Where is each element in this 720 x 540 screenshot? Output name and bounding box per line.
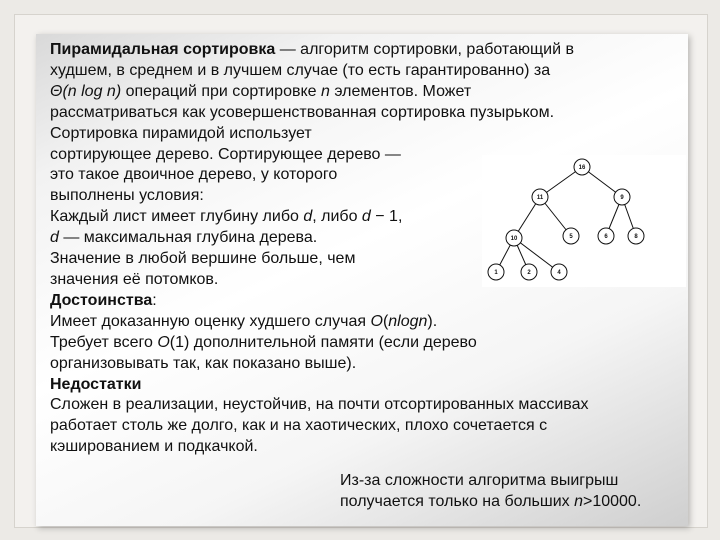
conclusion-block xyxy=(340,470,641,512)
complexity-formula: Θ(n log n) xyxy=(50,82,122,100)
pros-line2 xyxy=(50,333,680,354)
tree-text-line2: сортирующее дерево. Сортирующее дерево — xyxy=(50,145,401,163)
definition-text: элементов. Может xyxy=(329,82,472,100)
paragraph-definition-line3 xyxy=(50,82,680,103)
condition-text: , либо xyxy=(312,208,362,226)
tree-node-label: 9 xyxy=(620,195,624,201)
pros-heading-line xyxy=(50,291,680,312)
conclusion-text: >10000. xyxy=(582,493,642,510)
paragraph-definition-line1 xyxy=(50,40,680,61)
condition-text: — максимальная глубина дерева. xyxy=(58,229,318,247)
term-heapsort: Пирамидальная сортировка xyxy=(50,41,276,58)
pros-text: ( xyxy=(382,312,389,330)
variable-n: n xyxy=(574,493,583,510)
pros-text: (1) дополнительной памяти (если дерево xyxy=(169,333,477,351)
pros-colon: : xyxy=(152,291,157,309)
conclusion-line1: Из-за сложности алгоритма выигрыш xyxy=(340,472,619,489)
heap-tree-svg xyxy=(482,155,686,287)
cons-line1: Сложен в реализации, неустойчив, на почти отсортированных массивах xyxy=(50,396,589,414)
complexity-nlogn: nlogn xyxy=(388,312,428,330)
paragraph-definition-line2: худшем, в среднем и в лучшем случае (то есть гарантированно) за xyxy=(50,61,551,79)
pros-text: Требует всего xyxy=(50,333,158,351)
pros-heading: Достоинства xyxy=(50,291,153,309)
tree-text-line4: выполнены условия: xyxy=(50,187,204,205)
conclusion-text: получается только на больших xyxy=(340,493,575,510)
heap-tree-diagram xyxy=(482,155,686,287)
tree-node-label: 5 xyxy=(569,234,573,240)
cons-heading: Недостатки xyxy=(50,375,142,393)
cons-line2: работает столь же долго, как и на хаотических, плохо сочетается с xyxy=(50,417,548,435)
tree-text-line3: это такое двоичное дерево, у которого xyxy=(50,166,338,184)
tree-node-label: 1 xyxy=(494,270,498,276)
tree-node-label: 6 xyxy=(604,234,608,240)
definition-text: — алгоритм сортировки, работающий в xyxy=(275,41,574,58)
tree-node-label: 4 xyxy=(557,270,561,276)
definition-text: операций при сортировке xyxy=(121,82,321,100)
pros-text: Имеет доказанную оценку худшего случая xyxy=(50,312,371,330)
tree-node-label: 16 xyxy=(578,165,586,171)
big-o: O xyxy=(370,312,383,330)
cons-line3: кэшированием и подкачкой. xyxy=(50,438,258,456)
tree-node-label: 8 xyxy=(634,234,638,240)
pros-text: ). xyxy=(427,312,438,330)
tree-nodes xyxy=(488,159,644,280)
variable-d: d xyxy=(303,208,313,226)
tree-node-label: 2 xyxy=(527,270,531,276)
big-o: O xyxy=(157,333,170,351)
variable-n: n xyxy=(320,82,330,100)
variable-d: d xyxy=(50,229,59,247)
condition-text: − 1, xyxy=(370,208,403,226)
condition-text: Каждый лист имеет глубину либо xyxy=(50,208,304,226)
tree-node-label: 10 xyxy=(510,236,518,242)
variable-d: d xyxy=(361,208,371,226)
tree-text-line7: Значение в любой вершине больше, чем xyxy=(50,250,356,268)
paragraph-definition-line4: рассматриваться как усовершенствованная сортировка пузырьком. xyxy=(50,103,555,121)
conclusion-line2 xyxy=(340,491,641,512)
tree-text-line1: Сортировка пирамидой использует xyxy=(50,124,312,142)
pros-line3: организовывать так, как показано выше). xyxy=(50,354,357,372)
tree-node-label: 11 xyxy=(536,195,544,201)
pros-line1 xyxy=(50,312,680,333)
tree-edges xyxy=(496,167,636,272)
tree-labels xyxy=(494,165,638,276)
tree-text-line8: значения её потомков. xyxy=(50,270,219,288)
